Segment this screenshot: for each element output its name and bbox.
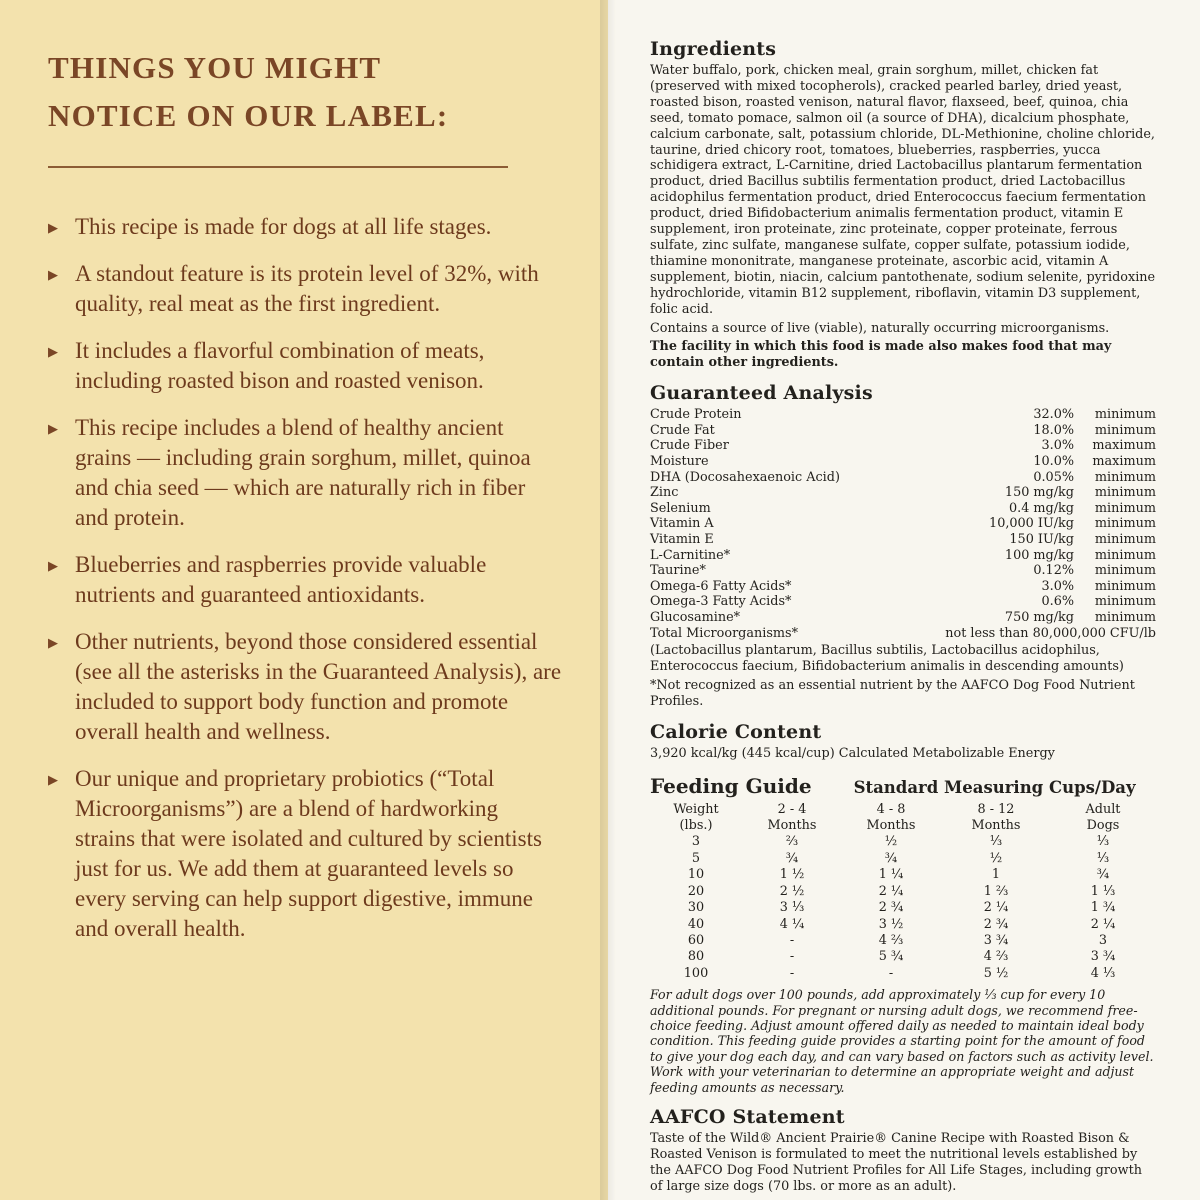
facility-note: The facility in which this food is made also makes food that may contain other ingredients. (650, 339, 1112, 371)
nutrient-qualifier: minimum (1094, 469, 1156, 485)
nutrient-name: Selenium (650, 500, 711, 516)
feeding-cell: 1 ¾ (1090, 900, 1116, 916)
feeding-row (650, 851, 1156, 867)
bullet-arrow-icon: ▶ (48, 772, 58, 787)
nutrient-name: DHA (Docosahexaenoic Acid) (650, 469, 840, 485)
nutrient-value: not less than 80,000,000 CFU/lb (945, 625, 1156, 641)
feeding-cell: 3 ¾ (1090, 949, 1116, 965)
feeding-cell: 4 ⅔ (878, 932, 904, 948)
ingredients-heading: Ingredients (650, 38, 777, 60)
microorganisms-footnote: (Lactobacillus plantarum, Bacillus subtilis, Lactobacillus acidophilus, Enterococcus faecium, Bifidobacterium animalis in descending amounts) (650, 643, 1124, 675)
analysis-row (650, 501, 1156, 517)
feeding-cell: ½ (989, 850, 1003, 866)
nutrient-value: 10.0% (1033, 454, 1074, 469)
nutrient-qualifier: minimum (1094, 578, 1156, 594)
callout-bullet-list (48, 212, 562, 944)
analysis-row (650, 438, 1156, 454)
feeding-cell: ¾ (884, 850, 898, 866)
feeding-row (650, 949, 1156, 965)
feeding-cell: - (789, 949, 795, 965)
feeding-row (650, 900, 1156, 916)
nutrient-value: 0.05% (1033, 469, 1074, 485)
feeding-cell: 5 (691, 850, 701, 866)
nutrient-name: Taurine* (650, 563, 706, 579)
bullet-text: A standout feature is its protein level of 32%, with quality, real meat as the first ingredient. (75, 261, 539, 316)
feeding-column-header: 2 - 4 Months (767, 801, 817, 834)
feeding-cell: ⅓ (1096, 834, 1110, 850)
aafco-statement-text: Taste of the Wild® Ancient Prairie® Canine Recipe with Roasted Bison & Roasted Venison is formulated to meet the nutritional levels established by the AAFCO Dog Food Nutrient Profiles for All Life Stages, including growth of large size dogs (70 lbs. or more as an adult). (650, 1130, 1142, 1194)
feeding-cell: 1 ¼ (878, 867, 904, 883)
panel-title-line1: THINGS YOU MIGHT (48, 50, 382, 85)
nutrient-value: 10,000 IU/kg (989, 516, 1074, 532)
feeding-header-row (650, 802, 1156, 835)
feeding-cell: ⅓ (989, 834, 1003, 850)
feeding-row (650, 933, 1156, 949)
feeding-cell: 4 ¼ (779, 916, 805, 932)
bullet-text: Blueberries and raspberries provide valuable nutrients and guaranteed antioxidants. (75, 552, 487, 607)
analysis-row (650, 594, 1156, 610)
feeding-cell: - (789, 932, 795, 948)
feeding-guide-footnote: For adult dogs over 100 pounds, add approximately ⅓ cup for every 10 additional pounds. For pregnant or nursing adult dogs, we recommend free-choice feeding. Adjust amount offered daily as needed to maintain ideal body condition. This feeding guide provides a starting point for the amount of food to give your dog each day, and can vary based on factors such as activity level. Work with your veterinarian to determine an appropriate weight and adjust feeding amounts as necessary. (650, 987, 1154, 1095)
calorie-content-heading: Calorie Content (650, 720, 822, 743)
analysis-row (650, 579, 1156, 595)
feeding-cell: ½ (884, 834, 898, 850)
bullet-arrow-icon: ▶ (48, 220, 58, 235)
feeding-column-header: Weight (lbs.) (673, 801, 719, 834)
nutrient-value: 3.0% (1041, 438, 1074, 454)
analysis-row (650, 516, 1156, 532)
feeding-row (650, 884, 1156, 900)
feeding-cell: - (789, 965, 795, 981)
feeding-cell: 1 ⅓ (1090, 883, 1116, 899)
analysis-row (650, 423, 1156, 439)
feeding-cell: - (888, 965, 894, 981)
analysis-row (650, 563, 1156, 579)
nutrient-name: L-Carnitine* (650, 547, 731, 563)
feeding-cell: 3 ½ (878, 916, 904, 932)
panel-title-line2: NOTICE ON OUR LABEL: (48, 98, 449, 133)
nutrient-qualifier: minimum (1094, 547, 1156, 563)
feeding-cell: 40 (687, 916, 705, 932)
feeding-cell: ¾ (1096, 867, 1110, 883)
nutrient-name: Crude Protein (650, 407, 742, 423)
nutrient-name: Total Microorganisms* (650, 625, 799, 641)
feeding-cell: 80 (687, 949, 705, 965)
nutrient-qualifier: maximum (1092, 454, 1156, 469)
callout-bullet-item (48, 259, 562, 319)
nutrient-name: Glucosamine* (650, 609, 741, 625)
nutrient-name: Zinc (650, 485, 679, 501)
feeding-row (650, 917, 1156, 933)
analysis-row (650, 454, 1156, 470)
nutrient-name: Crude Fat (650, 422, 715, 438)
feeding-cell: 20 (687, 883, 705, 899)
feeding-cell: ⅓ (1096, 850, 1110, 866)
feeding-guide-table (650, 802, 1156, 982)
nutrient-qualifier: minimum (1094, 531, 1156, 547)
analysis-row (650, 610, 1156, 626)
nutrient-name: Vitamin A (650, 516, 714, 532)
feeding-cell: 4 ⅓ (1090, 965, 1116, 981)
nutrient-value: 18.0% (1033, 422, 1074, 438)
callout-bullet-item (48, 550, 562, 610)
panel-title (48, 44, 562, 140)
feeding-row (650, 867, 1156, 883)
bullet-arrow-icon: ▶ (48, 267, 58, 282)
nutrient-name: Moisture (650, 454, 709, 469)
feeding-cell: 5 ½ (983, 965, 1009, 981)
nutrient-value: 3.0% (1041, 578, 1074, 594)
feeding-cell: 3 ⅓ (779, 900, 805, 916)
feeding-column-header: Adult Dogs (1085, 801, 1121, 834)
nutrient-value: 32.0% (1033, 407, 1074, 423)
bullet-text: It includes a flavorful combination of meats, including roasted bison and roasted venison. (75, 338, 485, 393)
nutrient-value: 750 mg/kg (1004, 609, 1074, 625)
nutrient-qualifier: minimum (1094, 485, 1156, 501)
feeding-cell: 2 ¾ (983, 916, 1009, 932)
callout-bullet-item (48, 627, 562, 747)
nutrition-label-panel (608, 0, 1200, 1200)
aafco-heading: AAFCO Statement (650, 1105, 845, 1128)
analysis-row (650, 485, 1156, 501)
analysis-row (650, 532, 1156, 548)
nutrient-name: Omega-6 Fatty Acids* (650, 578, 792, 594)
feeding-cell: 2 ¼ (983, 900, 1009, 916)
bullet-arrow-icon: ▶ (48, 558, 58, 573)
guaranteed-analysis-heading: Guaranteed Analysis (650, 382, 873, 405)
feeding-cell: 2 ½ (779, 883, 805, 899)
bullet-text: Other nutrients, beyond those considered essential (see all the asterisks in the Guaranteed Analysis), are included to support body function and promote overall health and wellness. (75, 629, 562, 744)
feeding-cell: 4 ⅔ (983, 949, 1009, 965)
feeding-cell: 3 ¾ (983, 932, 1009, 948)
feeding-cell: 3 (1098, 932, 1108, 948)
feeding-column-header: 4 - 8 Months (866, 801, 916, 834)
feeding-row (650, 966, 1156, 982)
bullet-arrow-icon: ▶ (48, 344, 58, 359)
feeding-column-header: 8 - 12 Months (971, 801, 1021, 834)
callout-bullet-item (48, 764, 562, 944)
nutrient-name: Vitamin E (650, 531, 714, 547)
analysis-row (650, 626, 1156, 642)
feeding-guide-header (650, 774, 1156, 798)
nutrient-value: 0.12% (1033, 563, 1074, 579)
feeding-cell: 1 (991, 867, 1001, 883)
feeding-cell: 1 ⅔ (983, 883, 1009, 899)
callout-bullet-item (48, 336, 562, 396)
feeding-cell: 10 (687, 867, 705, 883)
feeding-guide-heading: Feeding Guide (650, 773, 812, 798)
nutrient-qualifier: minimum (1094, 407, 1156, 423)
feeding-cell: 100 (683, 965, 709, 981)
analysis-row (650, 407, 1156, 423)
nutrient-value: 150 IU/kg (1009, 531, 1074, 547)
nutrient-qualifier: maximum (1092, 438, 1156, 454)
analysis-row (650, 470, 1156, 486)
bullet-arrow-icon: ▶ (48, 421, 58, 436)
nutrient-qualifier: minimum (1094, 609, 1156, 625)
asterisk-footnote: *Not recognized as an essential nutrient by the AAFCO Dog Food Nutrient Profiles. (650, 677, 1135, 709)
nutrient-qualifier: minimum (1094, 594, 1156, 610)
nutrient-qualifier: minimum (1094, 422, 1156, 438)
feeding-cell: 1 ½ (779, 867, 805, 883)
measuring-cups-subheading: Standard Measuring Cups/Day (853, 777, 1136, 797)
ingredients-live-note: Contains a source of live (viable), naturally occurring microorganisms. (650, 320, 1110, 336)
feeding-cell: 5 ¾ (878, 949, 904, 965)
bullet-text: Our unique and proprietary probiotics (“Total Microorganisms”) are a blend of hardworking strains that were isolated and cultured by scientists just for us. We add them at guaranteed levels so every serving can help support digestive, immune and overall health. (75, 766, 542, 941)
nutrient-qualifier: minimum (1094, 563, 1156, 579)
feeding-cell: 2 ¼ (878, 883, 904, 899)
feeding-cell: 3 (691, 834, 701, 850)
nutrient-name: Crude Fiber (650, 438, 729, 454)
feeding-cell: 30 (687, 900, 705, 916)
heading-divider (48, 166, 508, 168)
calorie-content-text: 3,920 kcal/kg (445 kcal/cup) Calculated Metabolizable Energy (650, 745, 1055, 761)
guaranteed-analysis-table (650, 407, 1156, 641)
nutrient-name: Omega-3 Fatty Acids* (650, 594, 792, 610)
nutrient-qualifier: minimum (1094, 500, 1156, 516)
nutrient-value: 0.6% (1041, 594, 1074, 610)
ingredients-text: Water buffalo, pork, chicken meal, grain sorghum, millet, chicken fat (preserved with mixed tocopherols), cracked pearled barley, dried yeast, roasted bison, roasted venison, natural flavor, flaxseed, beef, quinoa, chia seed, tomato pomace, salmon oil (a source of DHA), dicalcium phosphate, calcium carbonate, salt, potassium chloride, DL-Methionine, choline chloride, taurine, dried chicory root, tomatoes, blueberries, raspberries, yucca schidigera extract, L-Carnitine, dried Lactobacillus plantarum fermentation product, dried Bacillus subtilis fermentation product, dried Lactobacillus acidophilus fermentation product, dried Enterococcus faecium fermentation product, dried Bifidobacterium animalis fermentation product, vitamin E supplement, iron proteinate, zinc proteinate, copper proteinate, ferrous sulfate, zinc sulfate, manganese sulfate, copper sulfate, potassium iodide, thiamine mononitrate, manganese proteinate, ascorbic acid, vitamin A supplement, biotin, niacin, calcium pantothenate, sodium selenite, pyridoxine hydrochloride, vitamin B12 supplement, riboflavin, vitamin D3 supplement, folic acid. (650, 63, 1156, 317)
bullet-arrow-icon: ▶ (48, 635, 58, 650)
bullet-text: This recipe includes a blend of healthy ancient grains — including grain sorghum, millet, quinoa and chia seed — which are naturally rich in fiber and protein. (75, 415, 531, 530)
feeding-cell: ⅔ (785, 834, 799, 850)
feeding-row (650, 834, 1156, 850)
bullet-text: This recipe is made for dogs at all life stages. (75, 214, 492, 239)
feeding-cell: 2 ¼ (1090, 916, 1116, 932)
nutrient-value: 100 mg/kg (1004, 547, 1074, 563)
analysis-row (650, 548, 1156, 564)
nutrient-value: 0.4 mg/kg (1008, 500, 1074, 516)
feeding-cell: 60 (687, 932, 705, 948)
nutrient-qualifier: minimum (1094, 516, 1156, 532)
nutrient-value: 150 mg/kg (1004, 485, 1074, 501)
callout-bullet-item (48, 413, 562, 533)
feeding-cell: ¾ (785, 850, 799, 866)
feeding-cell: 2 ¾ (878, 900, 904, 916)
callout-bullet-item (48, 212, 562, 242)
